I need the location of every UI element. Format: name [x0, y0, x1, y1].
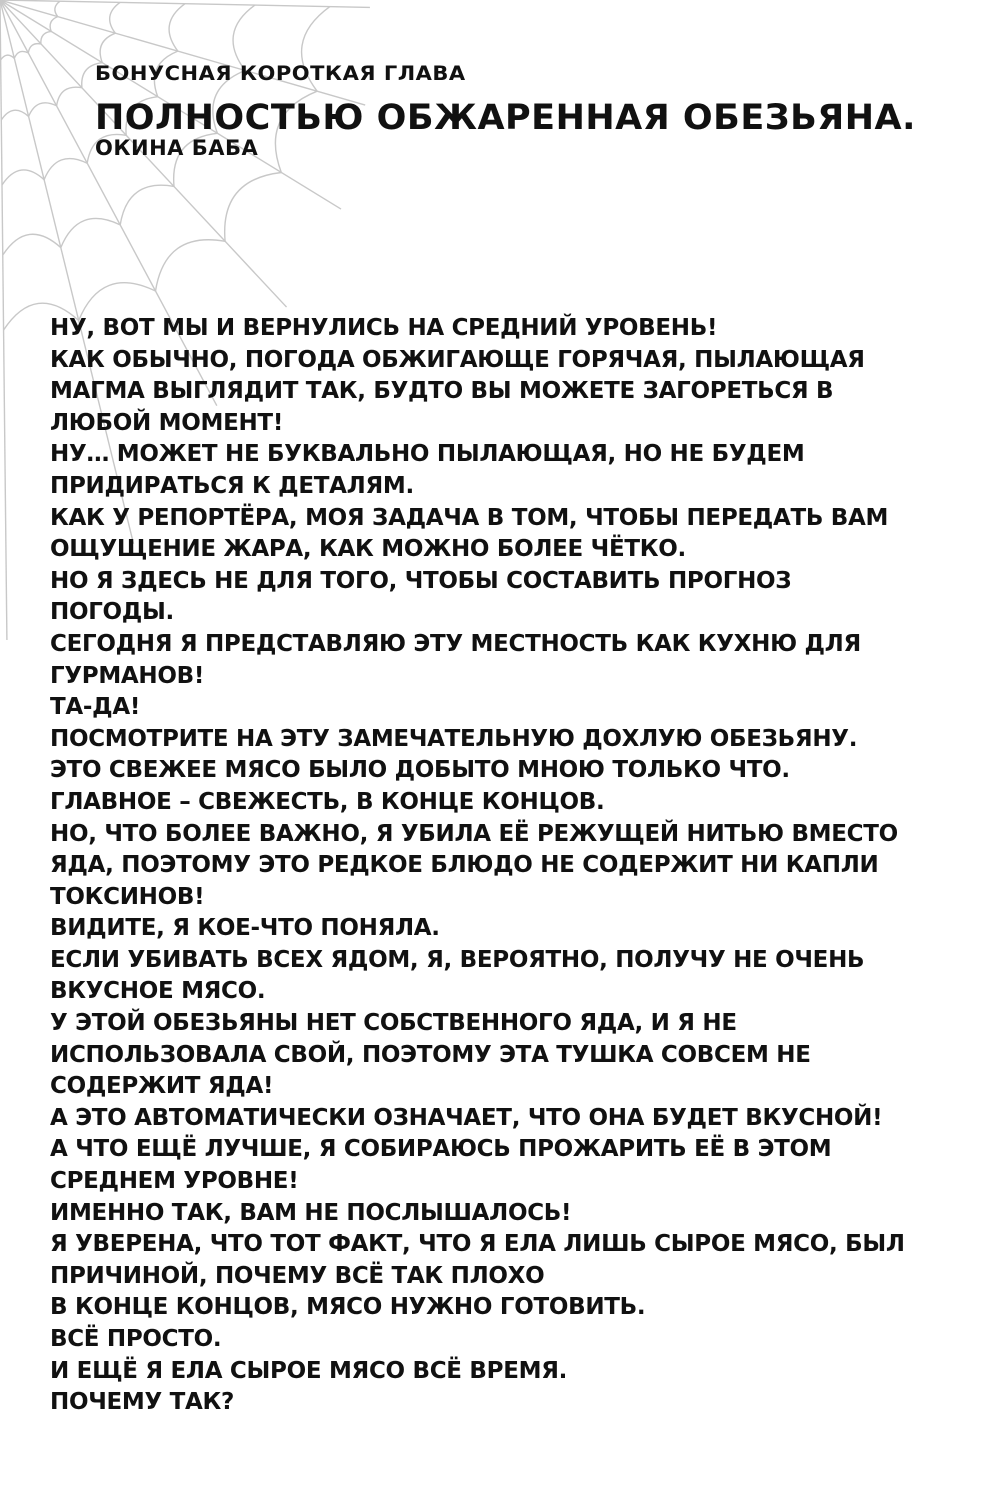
- body-text-line: ПОЧЕМУ ТАК?: [50, 1389, 235, 1416]
- body-text-line: В КОНЦЕ КОНЦОВ, МЯСО НУЖНО ГОТОВИТЬ.: [50, 1294, 646, 1321]
- body-text-line: НУ… МОЖЕТ НЕ БУКВАЛЬНО ПЫЛАЮЩАЯ, НО НЕ БУДЕМ: [50, 441, 805, 468]
- chapter-author: ОКИНА БАБА: [95, 136, 259, 160]
- body-text-line: МАГМА ВЫГЛЯДИТ ТАК, БУДТО ВЫ МОЖЕТЕ ЗАГОРЕТЬСЯ В: [50, 378, 834, 405]
- body-text-line: ЛЮБОЙ МОМЕНТ!: [50, 409, 284, 436]
- body-text-line: ИМЕННО ТАК, ВАМ НЕ ПОСЛЫШАЛОСЬ!: [50, 1199, 572, 1226]
- body-text-line: ВСЁ ПРОСТО.: [50, 1326, 222, 1352]
- chapter-title: ПОЛНОСТЬЮ ОБЖАРЕННАЯ ОБЕЗЬЯНА.: [95, 98, 916, 138]
- body-text-line: ПРИДИРАТЬСЯ К ДЕТАЛЯМ.: [50, 472, 414, 499]
- body-text-line: А ЧТО ЕЩЁ ЛУЧШЕ, Я СОБИРАЮСЬ ПРОЖАРИТЬ ЕЁ В ЭТОМ: [50, 1136, 832, 1163]
- body-text-line: ВИДИТЕ, Я КОЕ-ЧТО ПОНЯЛА.: [50, 915, 440, 942]
- body-text-line: ТА-ДА!: [50, 694, 141, 721]
- body-text-line: ПОСМОТРИТЕ НА ЭТУ ЗАМЕЧАТЕЛЬНУЮ ДОХЛУЮ ОБЕЗЬЯНУ.: [50, 725, 858, 752]
- body-text-line: Я УВЕРЕНА, ЧТО ТОТ ФАКТ, ЧТО Я ЕЛА ЛИШЬ СЫРОЕ МЯСО, БЫЛ: [50, 1231, 905, 1258]
- web-ring: [4, 7, 330, 330]
- body-text-line: ПОГОДЫ.: [50, 599, 174, 626]
- body-text-line: ГЛАВНОЕ – СВЕЖЕСТЬ, В КОНЦЕ КОНЦОВ.: [50, 788, 605, 815]
- body-text-line: КАК У РЕПОРТЁРА, МОЯ ЗАДАЧА В ТОМ, ЧТОБЫ ПЕРЕДАТЬ ВАМ: [50, 504, 889, 531]
- body-text-line: ЯДА, ПОЭТОМУ ЭТО РЕДКОЕ БЛЮДО НЕ СОДЕРЖИТ НИ КАПЛИ: [50, 852, 879, 879]
- chapter-body-text: [50, 313, 970, 1419]
- body-text-line: ВКУСНОЕ МЯСО.: [50, 978, 266, 1005]
- body-text-line: НУ, ВОТ МЫ И ВЕРНУЛИСЬ НА СРЕДНИЙ УРОВЕНЬ!: [50, 315, 718, 341]
- body-text-line: ГУРМАНОВ!: [50, 662, 205, 689]
- body-text-line: СОДЕРЖИТ ЯДА!: [50, 1073, 274, 1100]
- chapter-header: [95, 62, 975, 160]
- body-text-line: ЕСЛИ УБИВАТЬ ВСЕХ ЯДОМ, Я, ВЕРОЯТНО, ПОЛУЧУ НЕ ОЧЕНЬ: [50, 946, 865, 973]
- body-text-line: КАК ОБЫЧНО, ПОГОДА ОБЖИГАЮЩЕ ГОРЯЧАЯ, ПЫЛАЮЩАЯ: [50, 346, 865, 373]
- body-text-line: СРЕДНЕМ УРОВНЕ!: [50, 1168, 299, 1195]
- web-spoke: [0, 0, 7, 640]
- body-text-line: А ЭТО АВТОМАТИЧЕСКИ ОЗНАЧАЕТ, ЧТО ОНА БУДЕТ ВКУСНОЙ!: [50, 1104, 883, 1131]
- body-text-line: ЭТО СВЕЖЕЕ МЯСО БЫЛО ДОБЫТО МНОЮ ТОЛЬКО ЧТО.: [50, 757, 790, 784]
- body-text-line: У ЭТОЙ ОБЕЗЬЯНЫ НЕТ СОБСТВЕННОГО ЯДА, И Я НЕ: [50, 1010, 737, 1037]
- body-text-line: ПРИЧИНОЙ, ПОЧЕМУ ВСЁ ТАК ПЛОХО: [50, 1262, 545, 1289]
- body-text-line: ТОКСИНОВ!: [50, 883, 205, 910]
- body-text-line: ОЩУЩЕНИЕ ЖАРА, КАК МОЖНО БОЛЕЕ ЧЁТКО.: [50, 536, 686, 563]
- body-text-line: НО, ЧТО БОЛЕЕ ВАЖНО, Я УБИЛА ЕЁ РЕЖУЩЕЙ НИТЬЮ ВМЕСТО: [50, 820, 898, 847]
- body-text-line: НО Я ЗДЕСЬ НЕ ДЛЯ ТОГО, ЧТОБЫ СОСТАВИТЬ ПРОГНОЗ: [50, 567, 792, 594]
- body-text-line: СЕГОДНЯ Я ПРЕДСТАВЛЯЮ ЭТУ МЕСТНОСТЬ КАК КУХНЮ ДЛЯ: [50, 630, 861, 657]
- chapter-subtitle: БОНУСНАЯ КОРОТКАЯ ГЛАВА: [95, 62, 466, 85]
- body-text-line: И ЕЩЁ Я ЕЛА СЫРОЕ МЯСО ВСЁ ВРЕМЯ.: [50, 1357, 568, 1384]
- body-text-line: ИСПОЛЬЗОВАЛА СВОЙ, ПОЭТОМУ ЭТА ТУШКА СОВСЕМ НЕ: [50, 1041, 811, 1068]
